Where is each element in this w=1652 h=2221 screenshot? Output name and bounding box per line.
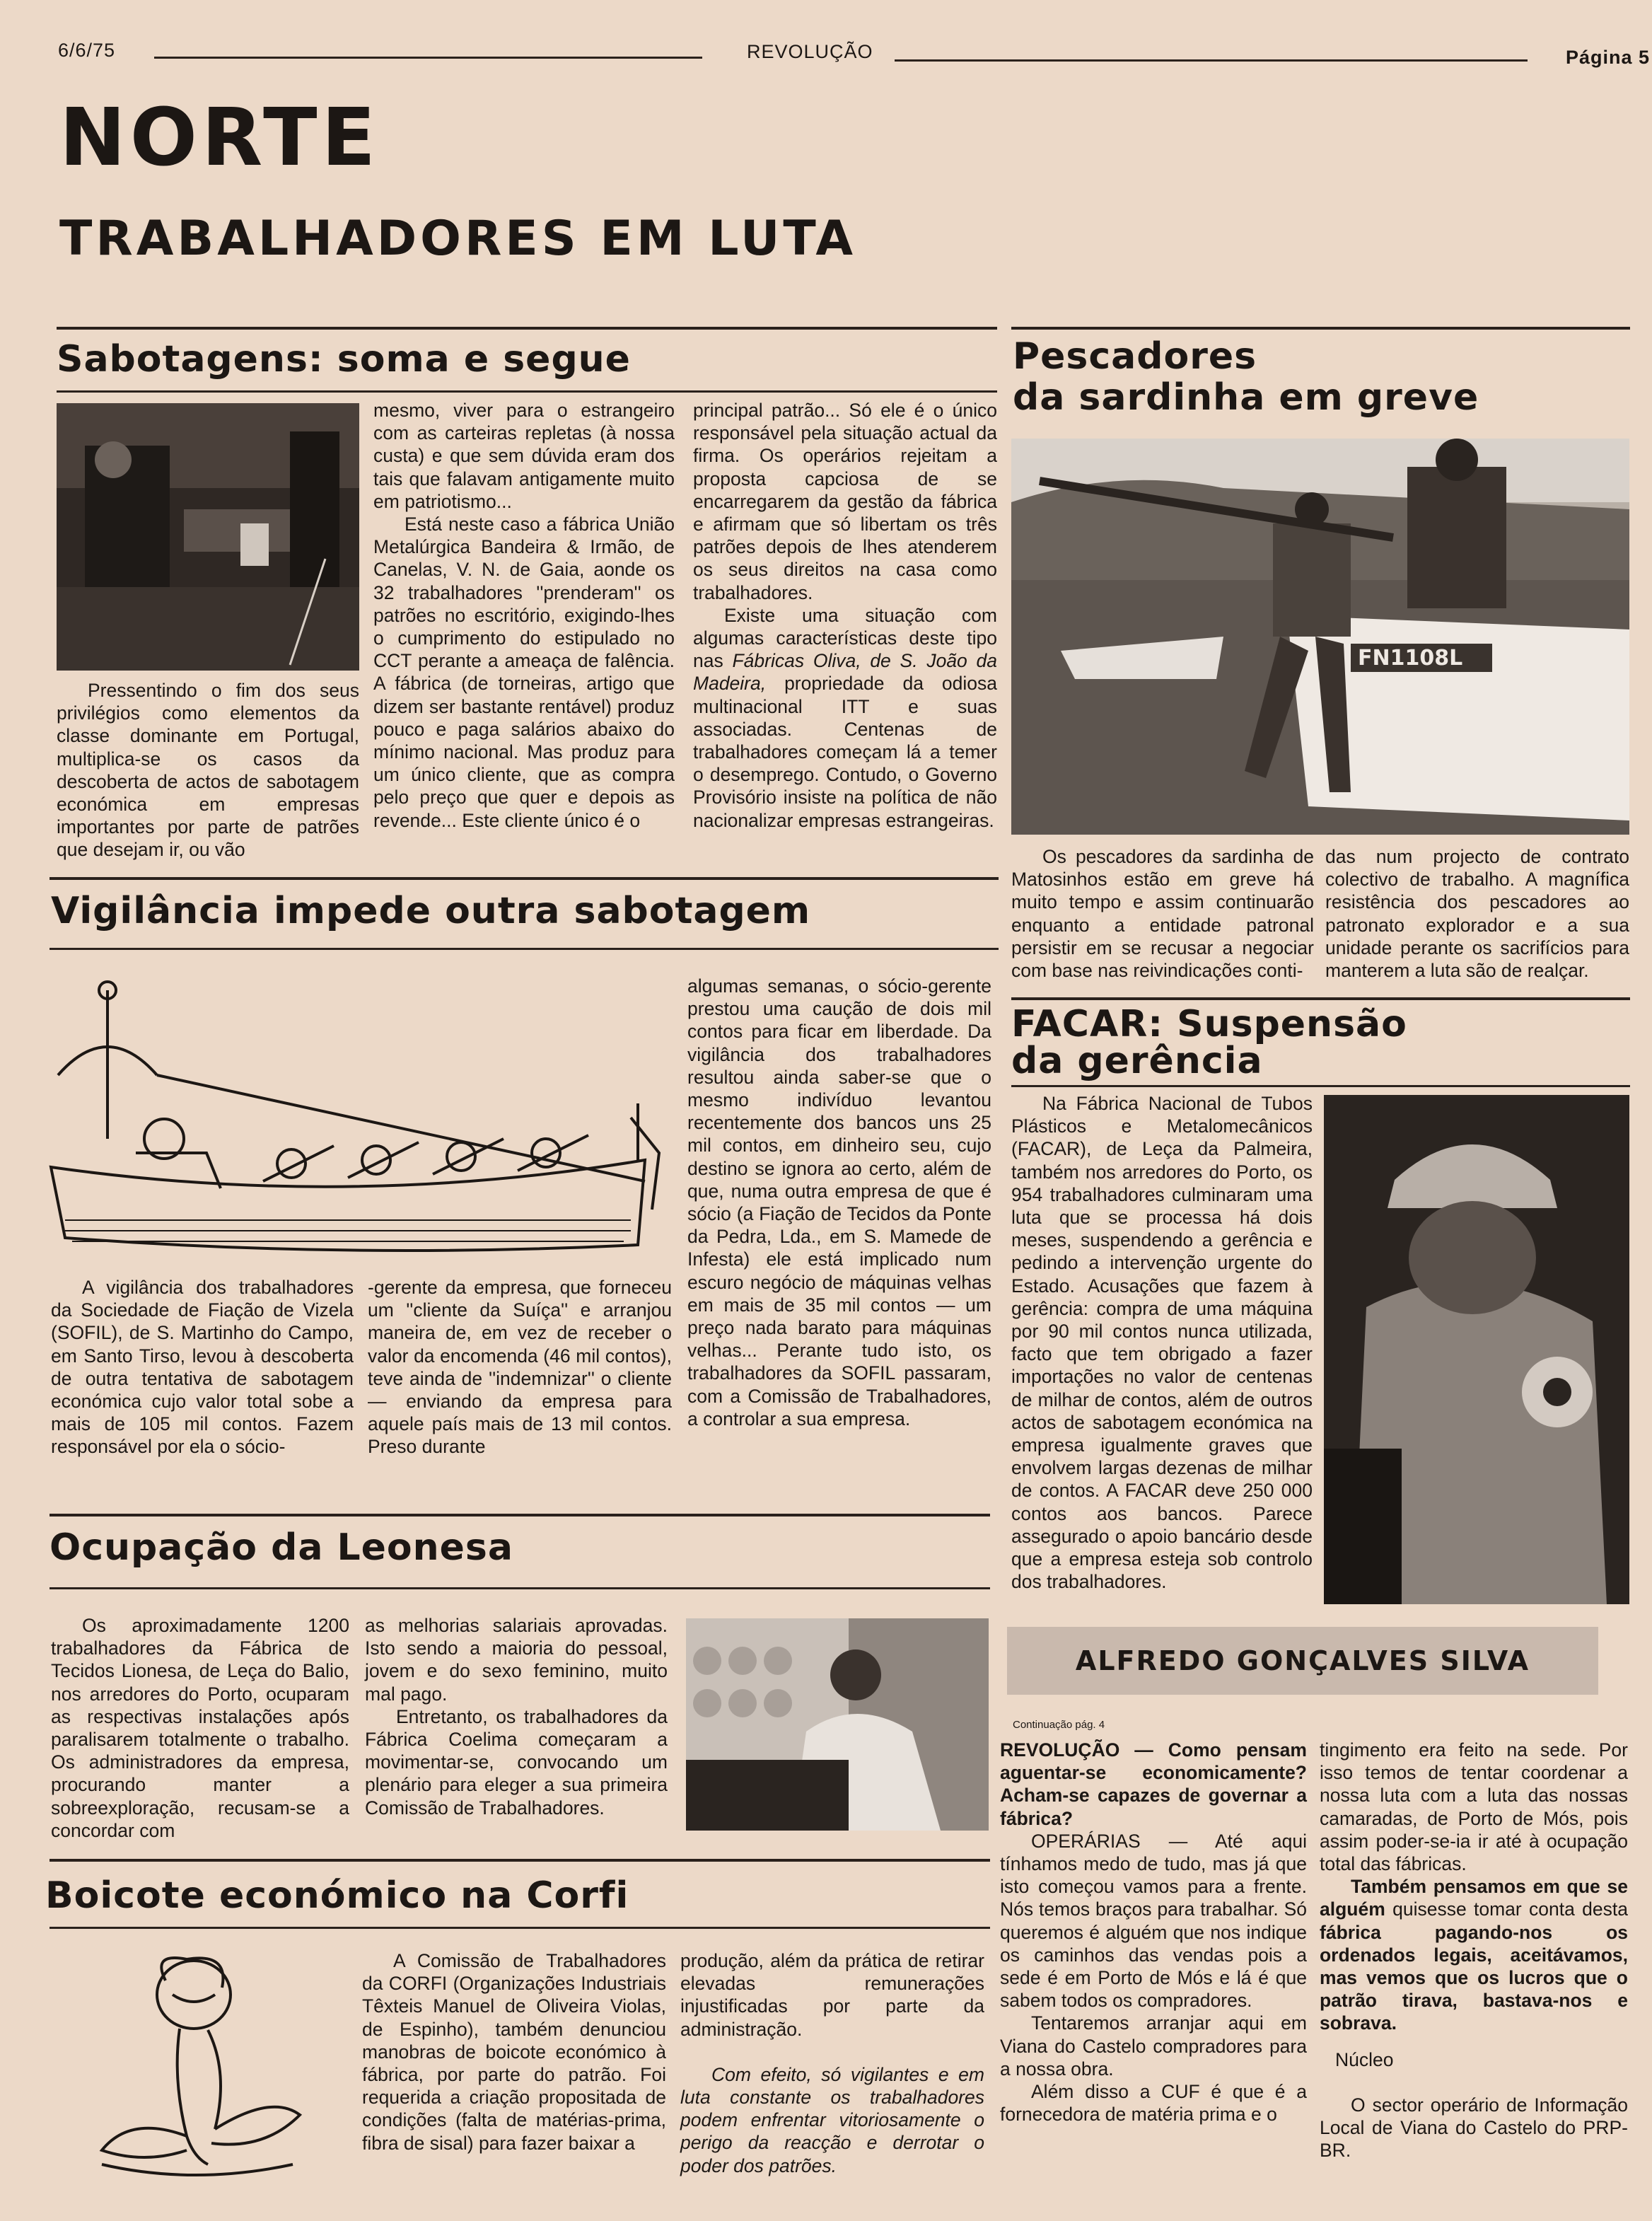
pescadores-col-1: Os pescadores da sardinha de Matosinhos estão em greve há muito tempo e assim continuarão enquanto a entidade patronal persistir em se recusar a negociar com base nas reivindicações conti-: [1011, 846, 1314, 982]
photo-woman-sewing: [686, 1618, 989, 1831]
leonesa-col-2: as melhorias salariais aprovadas. Isto sendo a maioria do pessoal, jovem e do sexo feminino, muito mal pago. Entretanto, os trabalhadores da Fábrica Coelima começaram a movimentar-se, convocando um plenário para eleger a sua primeira Comissão de Trabalhadores.: [365, 1615, 668, 1819]
alfredo-nucleo: Núcleo: [1335, 2049, 1394, 2070]
header-paper-name: REVOLUÇÃO: [747, 41, 873, 62]
alfredo-signature: O sector operário de Informação Local de Viana do Castelo do PRP-BR.: [1320, 2094, 1628, 2162]
header-date: 6/6/75: [58, 40, 116, 61]
rule-leonesa-under: [50, 1587, 990, 1589]
alfredo-col-1: REVOLUÇÃO — Como pensam aguentar-se economicamente? Acham-se capazes de governar a fábrica? OPERÁRIAS — Até aqui tínhamos medo de tudo, mas já que isto começou vamos para a frente. Nós temos braços para trabalhar. Só queremos é alguém que nos indique os caminhos das vendas pois a sede é em Porto de Mós e lá é que sabem todos os compradores. Tentaremos arranjar aqui em Viana do Castelo compradores para a nossa obra. Além disso a CUF é que é a fornecedora de matéria prima e o: [1000, 1739, 1307, 2126]
rule-corfi-under: [50, 1927, 990, 1929]
rule-vigilancia-under: [50, 948, 999, 950]
headline-facar-1: FACAR: Suspensão: [1011, 1003, 1407, 1045]
rule-corfi-top: [50, 1859, 990, 1862]
cartoon-galley-rowers: [51, 976, 673, 1259]
rule-pescadores-top: [1011, 327, 1630, 330]
boat-registration-text: FN1108L: [1358, 646, 1463, 671]
headline-facar-2: da gerência: [1011, 1040, 1263, 1082]
sabotagens-col-3: principal patrão... Só ele é o único responsável pela situação actual da firma. Os operários rejeitam a proposta capciosa de se encarregarem da gestão da fábrica e afirmam que só libertam os três patrões depois de lhes atenderem os seus direitos na casa como trabalhadores. Existe uma situação com algumas características deste tipo nas Fábricas Oliva, de S. João da Madeira, propriedade da odiosa multinacional ITT e suas associadas. Centenas de trabalhadores começam lá a temer o desemprego. Contudo, o Governo Provisório insiste na política de não nacionalizar empresas estrangeiras.: [693, 400, 998, 831]
headline-sabotagens: Sabotagens: soma e segue: [57, 338, 631, 381]
facar-col: Na Fábrica Nacional de Tubos Plásticos e Metalomecânicos (FACAR), de Leça da Palmeira, também nos arredores do Porto, os 954 trabalhadores culminaram uma luta que se processa há dois meses, suspendendo a gerência e pedindo a intervenção urgente do Estado. Acusações que fazem à gerência: compra de uma máquina por 90 mil contos nunca utilizada, facto que tem obrigado a fazer importações no valor de centenas de milhar de contos, além de outros actos de sabotagem económica na empresa igualmente graves que envolvem largas dezenas de milhar de contos. A FACAR deve 250 000 contos aos bancos. Parece assegurado o apoio bancário desde que a empresa esteja sob controlo dos trabalhadores.: [1011, 1093, 1313, 1593]
rule-facar-top: [1011, 997, 1630, 1000]
alfredo-col-2: tingimento era feito na sede. Por isso temos de tentar coordenar a nossa luta com a luta das nossas camaradas, de Porto de Mós, pois assim poder-se-ia ir até à ocupação total das fábricas. Também pensamos em que se alguém quisesse tomar conta desta fábrica pagando-nos os ordenados legais, aceitávamos, mas vemos que os lucros que o patrão tirava, bastava-nos e sobrava.: [1320, 1739, 1628, 2034]
vigilancia-col-2: -gerente da empresa, que forneceu um ''cliente da Suíça'' e arranjou maneira de, em vez de receber o valor da encomenda (46 mil contos), teve ainda de ''indemnizar'' o cliente — enviando da empresa para aquele país mais de 13 mil contos. Preso durante: [368, 1277, 672, 1458]
rule-leonesa-top: [50, 1514, 990, 1517]
leonesa-col-1: Os aproximadamente 1200 trabalhadores da Fábrica de Tecidos Lionesa, de Leça do Balio, nos arredores do Porto, ocuparam as respectivas instalações após paralisarem totalmente o trabalho. Os administradores da empresa, procurando manter a sobreexploração, recusam-se a concordar com: [51, 1615, 349, 1841]
corfi-col-2: produção, além da prática de retirar elevadas remunerações injustificadas por parte da administração. Com efeito, só vigilantes e em luta constante os trabalhadores podem enfrentar vitoriosamente o perigo da reacção e derrotar o poder dos patrões.: [680, 1950, 984, 2176]
headline-leonesa: Ocupação da Leonesa: [50, 1526, 513, 1569]
header-rule-left: [154, 57, 702, 59]
sabotagens-col-2: mesmo, viver para o estrangeiro com as carteiras repletas (à nossa custa) e que sem dúvida eram dos tais que falavam antigamente muito em patriotismo... Está neste caso a fábrica União Metalúrgica Bandeira & Irmão, de Canelas, V. N. de Gaia, aonde os 32 trabalhadores ''prenderam'' os patrões no escritório, exigindo-lhes o cumprimento do estipulado no CCT perante a ameaça de falência. A fábrica (de torneiras, artigo que dizem ser bastante rentável) produz pouco e paga salários abaixo do mínimo nacional. Mas produz para um único cliente, que as compra pelo preço que quer e depois as revende... Este cliente único é o: [373, 400, 675, 831]
headline-pescadores-2: da sardinha em greve: [1013, 376, 1479, 419]
alfredo-continuation: Continuação pág. 4: [1013, 1719, 1105, 1731]
sabotagens-col-1: Pressentindo o fim dos seus privilégios como elementos da classe dominante em Portugal, multiplica-se os casos da descoberta de actos de sabotagem económica em empresas importantes por parte de patrões que desejam ir, ou vão: [57, 680, 359, 861]
headline-vigilancia: Vigilância impede outra sabotagem: [51, 890, 811, 932]
photo-fishermen-boat: [1011, 439, 1629, 835]
page-subtitle: TRABALHADORES EM LUTA: [59, 211, 857, 267]
rule-sabotagens-under: [57, 390, 997, 393]
drawing-flower-woman: [88, 1952, 307, 2179]
header-rule-right: [895, 59, 1528, 62]
vigilancia-col-3: algumas semanas, o sócio-gerente prestou uma caução de dois mil contos para ficar em liberdade. Da vigilância dos trabalhadores resultou ainda saber-se que o mesmo indivíduo levantou recentemente dos bancos uns 25 mil contos, em dinheiro seu, cujo destino se ignora ao certo, além de que, numa outra empresa de que é sócio (a Fiação de Tecidos da Ponte da Pedra, Lda., em S. Mamede de Infesta) ele está implicado num escuro negócio de máquinas velhas em mais de 35 mil contos — um preço nada barato para máquinas velhas... Perante tudo isto, os trabalhadores da SOFIL passaram, com a Comissão de Trabalhadores, a controlar a sua empresa.: [687, 975, 991, 1430]
header-page-number: Página 5: [1566, 47, 1651, 68]
rule-facar-under: [1011, 1085, 1630, 1087]
alfredo-title-box: ALFREDO GONÇALVES SILVA: [1007, 1627, 1598, 1695]
rule-sabotagens-top: [57, 327, 997, 330]
vigilancia-col-1: A vigilância dos trabalhadores da Sociedade de Fiação de Vizela (SOFIL), de S. Martinho do Campo, em Santo Tirso, levou à descoberta de outra tentativa de sabotagem económica cujo valor total sobe a mais de 105 mil contos. Fazem responsável por ela o sócio-: [51, 1277, 354, 1458]
page-title: NORTE: [59, 92, 380, 184]
photo-factory-machinery: [57, 403, 359, 671]
photo-worker-helmet: [1324, 1095, 1629, 1604]
rule-vigilancia-top: [50, 877, 999, 880]
corfi-col-1: A Comissão de Trabalhadores da CORFI (Organizações Industriais Têxteis Manuel de Oliveira Violas, de Espinho), também denunciou manobras de boicote económico à fábrica, por parte do patrão. Foi requerida a criação propositada de condições (falta de matérias-prima, fibra de sisal) para fazer baixar a: [362, 1950, 666, 2154]
pescadores-col-2: das num projecto de contrato colectivo de trabalho. A magnífica resistência dos pescadores ao patronato explorador e a sua unidade perante os sacrifícios para manterem a luta são de realçar.: [1325, 846, 1629, 982]
headline-pescadores-1: Pescadores: [1013, 335, 1257, 378]
headline-corfi: Boicote económico na Corfi: [45, 1874, 629, 1917]
